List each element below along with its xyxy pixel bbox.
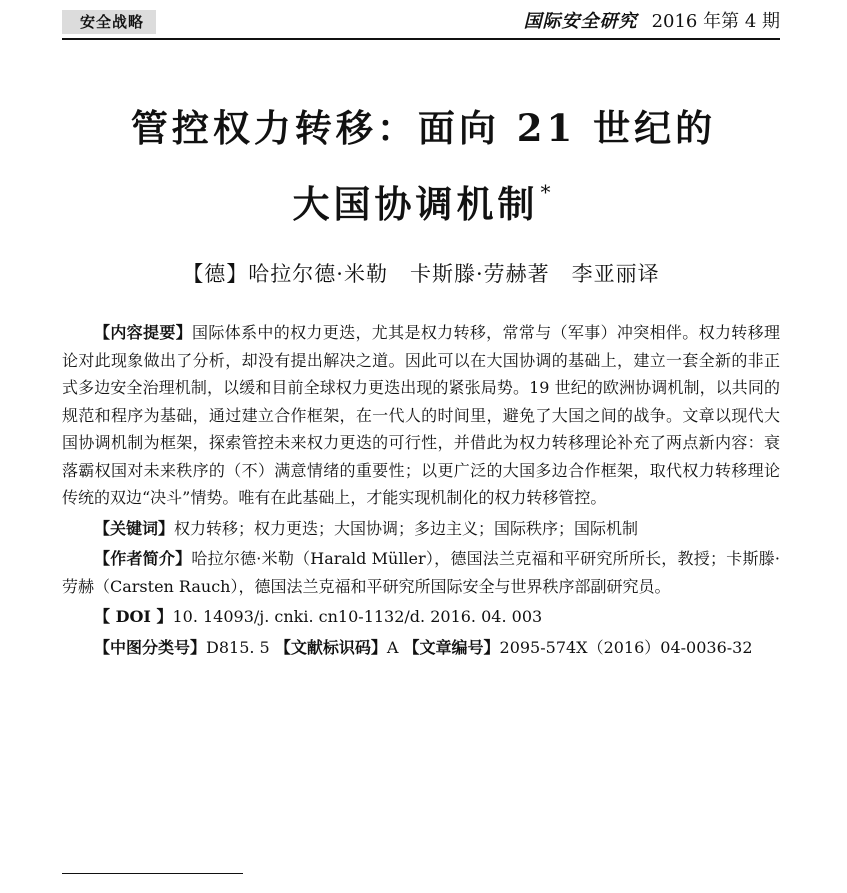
abstract-label: 【内容提要】 xyxy=(94,323,193,342)
footnote-rule xyxy=(62,873,243,874)
section-tag: 安全战略 xyxy=(62,10,156,34)
doi-label: 【 DOI 】 xyxy=(94,607,173,626)
classification-paragraph xyxy=(62,634,780,662)
title-line-1: 管控权力转移：面向 21 世纪的 xyxy=(130,106,717,150)
title-footnote-mark: * xyxy=(540,180,555,204)
clc-label: 【中图分类号】 xyxy=(94,637,207,657)
keywords-text: 权力转移；权力更迭；大国协调；多边主义；国际秩序；国际机制 xyxy=(174,518,639,538)
author-bio-label: 【作者简介】 xyxy=(94,549,192,568)
doi-text: 10. 14093/j. cnki. cn10-1132/d. 2016. 04. 003 xyxy=(172,607,543,626)
title-line-2-text: 大国协调机制 xyxy=(292,182,539,226)
title-line-2 xyxy=(40,160,807,236)
page-header xyxy=(62,8,780,38)
author-line: 【德】哈拉尔德·米勒 卡斯滕·劳赫著 李亚丽译 xyxy=(182,262,660,286)
article-no-label: 【文章编号】 xyxy=(403,637,500,657)
header-rule xyxy=(62,38,780,40)
journal-info xyxy=(524,8,780,36)
doc-code-label: 【文献标识码】 xyxy=(274,637,387,657)
keywords-label: 【关键词】 xyxy=(94,518,175,538)
abstract-text: 国际体系中的权力更迭，尤其是权力转移，常常与（军事）冲突相伴。权力转移理论对此现象做出了分析，却没有提出解决之道。因此可以在大国协调的基础上，建立一套全新的非正式多边安全治理机制，以缓和目前全球权力更迭出现的紧张局势。19 世纪的欧洲协调机制，以共同的规范和程序为基础，通过建立合作框架，在一代人的时间里，避免了大国之间的战争。文章以现代大国协调机制为框架，探索管控未来权力更迭的可行性，并借此为权力转移理论补充了两点新内容：衰落霸权国对未来秩序的（不）满意情绪的重要性；以更广泛的大国多边合作框架，取代权力转移理论传统的双边“决斗”情势。唯有在此基础上，才能实现机制化的权力转移管控。 xyxy=(62,323,780,507)
article-title xyxy=(40,96,807,236)
keywords-paragraph xyxy=(62,515,780,543)
doi-paragraph xyxy=(62,603,780,631)
author-bio-text: 哈拉尔德·米勒（Harald Müller），德国法兰克福和平研究所所长，教授；卡斯滕·劳赫（Carsten Rauch），德国法兰克福和平研究所国际安全与世界秩序部副研究员。 xyxy=(62,549,780,596)
doc-code-value: A xyxy=(386,637,399,657)
clc-value: D815. 5 xyxy=(206,637,270,657)
author-bio-paragraph xyxy=(62,545,780,600)
issue-number: 2016 年第 4 期 xyxy=(651,11,780,32)
journal-name: 国际安全研究 xyxy=(523,11,638,32)
article-no-value: 2095-574X（2016）04-0036-32 xyxy=(499,637,753,657)
abstract-paragraph xyxy=(62,319,780,512)
front-matter xyxy=(62,319,780,664)
